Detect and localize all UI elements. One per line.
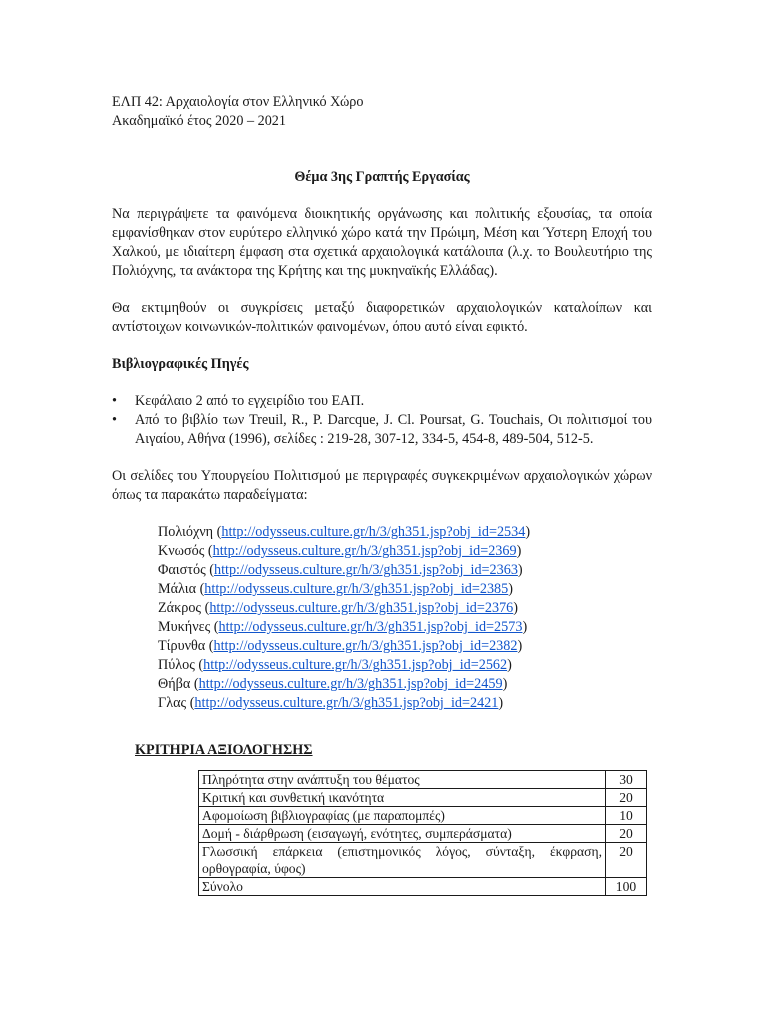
criterion-points: 20 xyxy=(606,789,647,807)
site-link[interactable]: http://odysseus.culture.gr/h/3/gh351.jsp?obj_id=2562 xyxy=(203,657,508,673)
site-link[interactable]: http://odysseus.culture.gr/h/3/gh351.jsp?obj_id=2385 xyxy=(204,581,509,597)
criteria-table xyxy=(198,770,647,896)
site-name: Γλας xyxy=(158,695,187,711)
site-link-row: Μυκήνες (http://odysseus.culture.gr/h/3/gh351.jsp?obj_id=2573) xyxy=(158,619,528,635)
site-link-row: Πύλος (http://odysseus.culture.gr/h/3/gh351.jsp?obj_id=2562) xyxy=(158,657,512,673)
criterion-label: Αφομοίωση βιβλιογραφίας (με παραπομπές) xyxy=(199,807,606,825)
table-row xyxy=(199,807,647,825)
site-name: Πύλος xyxy=(158,657,195,673)
bibliography-list xyxy=(112,392,652,449)
criterion-label: Γλωσσική επάρκεια (επιστημονικός λόγος, σύνταξη, έκφραση, ορθογραφία, ύφος) xyxy=(199,843,606,878)
site-link-row: Κνωσός (http://odysseus.culture.gr/h/3/gh351.jsp?obj_id=2369) xyxy=(158,543,522,559)
site-name: Φαιστός xyxy=(158,562,206,578)
criterion-points: 20 xyxy=(606,843,647,878)
evaluation-note-paragraph: Θα εκτιμηθούν οι συγκρίσεις μεταξύ διαφορετικών αρχαιολογικών καταλοίπων και αντίστοιχων κοινωνικών-πολιτικών φαινομένων, όπου αυτό είναι εφικτό. xyxy=(112,300,652,335)
table-row xyxy=(199,789,647,807)
table-row xyxy=(199,843,647,878)
bibliography-item-text: Κεφάλαιο 2 από το εγχειρίδιο του ΕΑΠ. xyxy=(135,393,365,409)
table-row xyxy=(199,771,647,789)
site-link[interactable]: http://odysseus.culture.gr/h/3/gh351.jsp?obj_id=2376 xyxy=(209,600,514,616)
site-link[interactable]: http://odysseus.culture.gr/h/3/gh351.jsp?obj_id=2534 xyxy=(221,524,526,540)
bibliography-item-text: Από το βιβλίο των Treuil, R., P. Darcque, J. Cl. Poursat, G. Touchais, Οι πολιτισμοί του Αιγαίου, Αθήνα (1996), σελίδες : 219-28, 307-12, 334-5, 454-8, 489-504, 512-5. xyxy=(135,412,652,447)
site-link[interactable]: http://odysseus.culture.gr/h/3/gh351.jsp?obj_id=2363 xyxy=(213,562,518,578)
assignment-title: Θέμα 3ης Γραπτής Εργασίας xyxy=(294,169,470,185)
criterion-label: Κριτική και συνθετική ικανότητα xyxy=(199,789,606,807)
site-link-row: Τίρυνθα (http://odysseus.culture.gr/h/3/gh351.jsp?obj_id=2382) xyxy=(158,638,523,654)
criteria-heading: ΚΡΙΤΗΡΙΑ ΑΞΙΟΛΟΓΗΣΗΣ xyxy=(135,742,313,758)
site-link[interactable]: http://odysseus.culture.gr/h/3/gh351.jsp?obj_id=2459 xyxy=(198,676,503,692)
site-link-row: Θήβα (http://odysseus.culture.gr/h/3/gh351.jsp?obj_id=2459) xyxy=(158,676,508,692)
site-link-row: Γλας (http://odysseus.culture.gr/h/3/gh351.jsp?obj_id=2421) xyxy=(158,695,504,711)
course-title: ΕΛΠ 42: Αρχαιολογία στον Ελληνικό Χώρο xyxy=(112,94,364,110)
site-links-list xyxy=(112,523,652,713)
site-link[interactable]: http://odysseus.culture.gr/h/3/gh351.jsp?obj_id=2573 xyxy=(218,619,523,635)
bullet-icon: • xyxy=(112,393,117,409)
site-link-row: Ζάκρος (http://odysseus.culture.gr/h/3/gh351.jsp?obj_id=2376) xyxy=(158,600,519,616)
criterion-total-points: 100 xyxy=(606,878,647,896)
site-link[interactable]: http://odysseus.culture.gr/h/3/gh351.jsp?obj_id=2421 xyxy=(194,695,499,711)
criterion-points: 30 xyxy=(606,771,647,789)
criterion-points: 10 xyxy=(606,807,647,825)
academic-year: Ακαδημαϊκό έτος 2020 – 2021 xyxy=(112,113,286,129)
site-link-row: Μάλια (http://odysseus.culture.gr/h/3/gh351.jsp?obj_id=2385) xyxy=(158,581,513,597)
site-link[interactable]: http://odysseus.culture.gr/h/3/gh351.jsp?obj_id=2369 xyxy=(212,543,517,559)
criterion-total-label: Σύνολο xyxy=(199,878,606,896)
table-row xyxy=(199,878,647,896)
document-page xyxy=(112,93,652,896)
site-link[interactable]: http://odysseus.culture.gr/h/3/gh351.jsp?obj_id=2382 xyxy=(213,638,518,654)
sites-intro-paragraph: Οι σελίδες του Υπουργείου Πολιτισμού με περιγραφές συγκεκριμένων αρχαιολογικών χώρων όπως τα παρακάτω παραδείγματα: xyxy=(112,468,652,503)
bibliography-item xyxy=(112,411,652,449)
site-link-row: Φαιστός (http://odysseus.culture.gr/h/3/gh351.jsp?obj_id=2363) xyxy=(158,562,523,578)
bibliography-item xyxy=(112,392,652,411)
site-name: Ζάκρος xyxy=(158,600,202,616)
site-name: Θήβα xyxy=(158,676,191,692)
criterion-points: 20 xyxy=(606,825,647,843)
instructions-paragraph: Να περιγράψετε τα φαινόμενα διοικητικής οργάνωσης και πολιτικής εξουσίας, τα οποία εμφανίσθηκαν στον ευρύτερο ελληνικό χώρο κατά την Πρώιμη, Μέση και Ύστερη Εποχή του Χαλκού, με ιδιαίτερη έμφαση στα σχετικά αρχαιολογικά κατάλοιπα (λ.χ. το Βουλευτήριο της Πολιόχνης, τα ανάκτορα της Κρήτης και της μυκηναϊκής Ελλάδας). xyxy=(112,206,652,279)
site-name: Τίρυνθα xyxy=(158,638,206,654)
site-name: Κνωσός xyxy=(158,543,205,559)
bibliography-heading: Βιβλιογραφικές Πηγές xyxy=(112,356,249,372)
criterion-label: Πληρότητα στην ανάπτυξη του θέματος xyxy=(199,771,606,789)
site-link-row: Πολιόχνη (http://odysseus.culture.gr/h/3/gh351.jsp?obj_id=2534) xyxy=(158,524,531,540)
site-name: Μάλια xyxy=(158,581,197,597)
site-name: Μυκήνες xyxy=(158,619,211,635)
criterion-label: Δομή - διάρθρωση (εισαγωγή, ενότητες, συμπεράσματα) xyxy=(199,825,606,843)
bullet-icon: • xyxy=(112,412,117,428)
site-name: Πολιόχνη xyxy=(158,524,214,540)
table-row xyxy=(199,825,647,843)
